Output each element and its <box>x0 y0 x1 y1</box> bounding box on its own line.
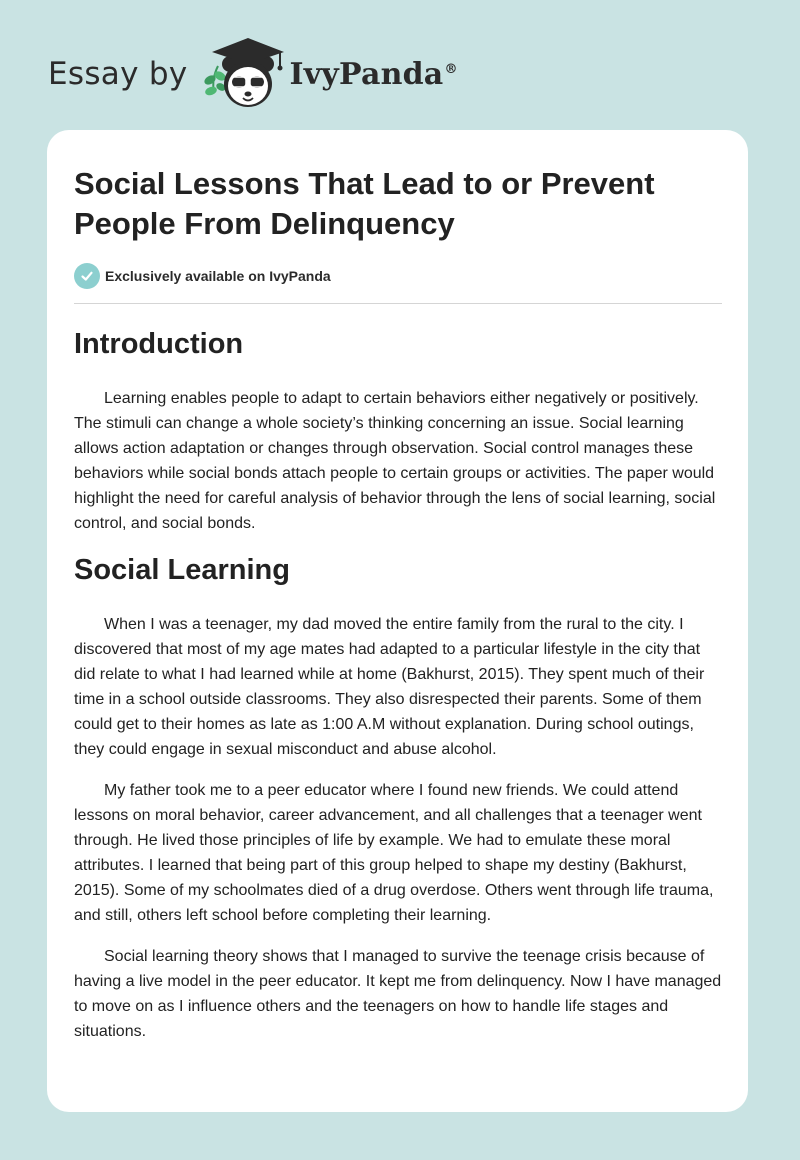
brand-name[interactable]: IvyPanda® <box>289 56 458 92</box>
essay-card <box>47 130 748 1112</box>
registered-mark: ® <box>444 61 458 77</box>
social-learning-paragraph-3: Social learning theory shows that I managed to survive the teenage crisis because of having a live model in the peer educator. It kept me from delinquency. Now I have managed to move on as I influence others and the teenagers on how to handle life stages and situations. <box>74 948 722 1040</box>
section-heading-social-learning: Social Learning <box>74 554 290 586</box>
exclusive-badge-text: Exclusively available on IvyPanda <box>105 268 331 284</box>
exclusive-badge <box>74 263 722 304</box>
essay-title: Social Lessons That Lead to or Prevent People From Delinquency <box>74 166 655 241</box>
social-learning-paragraph-2: My father took me to a peer educator where I found new friends. We could attend lessons on moral behavior, career advancement, and all challenges that a teenager went through. He lived those principles of life by example. We had to emulate these moral attributes. I learned that being part of this group helped to shape my destiny (Bakhurst, 2015). Some of my schoolmates died of a drug overdose. Others went through life trauma, and still, others left school before completing their learning. <box>74 782 714 924</box>
panda-graduate-logo-icon[interactable] <box>200 34 286 114</box>
section-heading-introduction: Introduction <box>74 328 244 360</box>
essay-by-label: Essay by <box>48 56 188 92</box>
social-learning-paragraph-1: When I was a teenager, my dad moved the entire family from the rural to the city. I discovered that most of my age mates had adapted to a particular lifestyle in the city that did relate to what I had learned while at home (Bakhurst, 2015). They spent much of their time in a school outside classrooms. They also disrespected their parents. Some of them could get to their homes as late as 1:00 A.M without explanation. During school outings, they could engage in sexual misconduct and abuse alcohol. <box>74 616 705 758</box>
checkmark-icon <box>74 263 100 289</box>
site-header <box>48 34 458 114</box>
introduction-paragraph: Learning enables people to adapt to certain behaviors either negatively or positively. The stimuli can change a whole society’s thinking concerning an issue. Social learning allows action adaptation or changes through observation. Social control manages these behaviors while social bonds attach people to certain groups or activities. The paper would highlight the need for careful analysis of behavior through the lens of social learning, social control, and social bonds. <box>74 390 716 532</box>
